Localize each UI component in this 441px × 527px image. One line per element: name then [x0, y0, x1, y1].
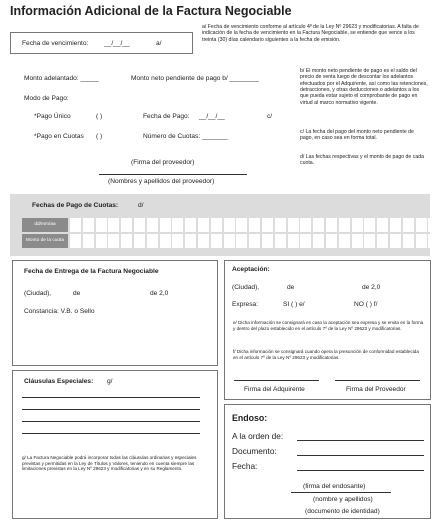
clausulas-box — [12, 370, 218, 519]
endoso-documento-label: Documento: — [232, 446, 277, 456]
cuota-fecha-cell[interactable] — [352, 218, 363, 232]
firma-adquirente-line[interactable] — [234, 380, 319, 381]
endoso-firma-line[interactable] — [291, 492, 391, 493]
cuota-monto-cell[interactable] — [236, 234, 247, 248]
cuota-monto-cell[interactable] — [211, 234, 222, 248]
clausulas-marker: g/ — [107, 378, 113, 385]
endoso-nombre-label: (nombre y apellidos) — [313, 496, 373, 503]
expresa-label: Expresa: — [232, 301, 259, 308]
clausulas-line[interactable] — [22, 409, 200, 410]
cuota-fecha-cell[interactable] — [249, 218, 260, 232]
monto-neto-field[interactable]: Monto neto pendiente de pago b/ ________ — [131, 75, 259, 82]
cuota-monto-cell[interactable] — [428, 234, 439, 248]
cuota-fecha-cell[interactable] — [160, 218, 171, 232]
cuota-monto-cell[interactable] — [364, 234, 375, 248]
cuota-fecha-cell[interactable] — [211, 218, 222, 232]
clausulas-line[interactable] — [22, 421, 200, 422]
aceptacion-de-1: de — [287, 284, 295, 291]
cuotas-row-monto-label: Monto de la cuota — [22, 234, 68, 248]
numero-cuotas-field[interactable]: Número de Cuotas: _______ — [143, 133, 228, 140]
cuotas-marker: d/ — [138, 202, 144, 209]
cuota-monto-cell[interactable] — [96, 234, 107, 248]
vencimiento-label: Fecha de vencimiento: — [22, 40, 89, 47]
expresa-si-option[interactable]: SI ( ) e/ — [283, 301, 305, 308]
firma-proveedor-label: (Firma del proveedor) — [131, 159, 195, 166]
firma-proveedor-acept-label: Firma del Proveedor — [346, 386, 406, 393]
cuota-monto-cell[interactable] — [108, 234, 119, 248]
cuota-fecha-cell[interactable] — [339, 218, 350, 232]
cuota-fecha-cell[interactable] — [96, 218, 107, 232]
cuota-monto-cell[interactable] — [147, 234, 158, 248]
endoso-orden-line[interactable] — [297, 440, 424, 441]
cuota-monto-cell[interactable] — [121, 234, 132, 248]
endoso-firma-label: (firma del endosante) — [303, 483, 366, 490]
clausulas-line[interactable] — [22, 433, 200, 434]
pago-cuotas-label: *Pago en Cuotas — [34, 133, 84, 140]
page-title: Información Adicional de la Factura Negociable — [10, 4, 292, 18]
cuota-fecha-cell[interactable] — [416, 218, 427, 232]
monto-adelantado-field[interactable]: Monto adelantado: _____ — [24, 75, 99, 82]
firma-proveedor-line[interactable] — [99, 174, 247, 175]
expresa-no-option[interactable]: NO ( ) f/ — [354, 301, 378, 308]
cuota-fecha-cell[interactable] — [172, 218, 183, 232]
firma-adquirente-label: Firma del Adquirente — [244, 386, 305, 393]
cuotas-title: Fechas de Pago de Cuotas: — [32, 202, 119, 209]
cuota-fecha-cell[interactable] — [364, 218, 375, 232]
note-d: d/ Las fechas respectivas y el monto de pago de cada cuota. — [300, 154, 425, 167]
vencimiento-date-field[interactable]: __/__/__ — [104, 40, 130, 47]
entrega-de-1: de — [73, 290, 81, 297]
endoso-fecha-label: Fecha: — [232, 461, 258, 471]
endoso-title: Endoso: — [232, 413, 268, 423]
cuota-monto-cell[interactable] — [172, 234, 183, 248]
fecha-pago-label: Fecha de Pago: — [143, 113, 190, 120]
aceptacion-de-2: de 2,0 — [362, 284, 381, 291]
cuota-monto-cell[interactable] — [249, 234, 260, 248]
cuota-fecha-cell[interactable] — [70, 218, 81, 232]
entrega-ciudad[interactable]: (Ciudad), — [24, 290, 52, 297]
cuota-monto-cell[interactable] — [185, 234, 196, 248]
endoso-doc-id-label: (documento de identidad) — [305, 508, 380, 515]
aceptacion-ciudad[interactable]: (Ciudad), — [232, 284, 260, 291]
cuota-fecha-cell[interactable] — [377, 218, 388, 232]
note-a: a/ Fecha de vencimiento conforme al artículo 4º de la Ley Nº 29623 y modificatorias. A falta de indicación de la fecha de vencimiento en la Factura Negociable, se entiende que vence a los treinta (30) días calendario siguientes a la fecha de emisión. — [202, 24, 419, 43]
cuota-fecha-cell[interactable] — [185, 218, 196, 232]
cuota-fecha-cell[interactable] — [198, 218, 209, 232]
cuota-fecha-cell[interactable] — [236, 218, 247, 232]
cuota-fecha-cell[interactable] — [390, 218, 401, 232]
fecha-pago-marker: c/ — [267, 113, 273, 120]
entrega-constancia[interactable]: Constancia: V.B. o Sello — [24, 308, 95, 315]
entrega-de-2: de 2,0 — [150, 290, 169, 297]
cuota-fecha-cell[interactable] — [288, 218, 299, 232]
fecha-pago-field[interactable]: __/__/__ — [199, 113, 225, 120]
cuota-fecha-cell[interactable] — [313, 218, 324, 232]
endoso-documento-line[interactable] — [297, 455, 424, 456]
cuota-monto-cell[interactable] — [326, 234, 337, 248]
cuota-monto-cell[interactable] — [313, 234, 324, 248]
cuota-fecha-cell[interactable] — [224, 218, 235, 232]
cuota-monto-cell[interactable] — [403, 234, 414, 248]
cuota-fecha-cell[interactable] — [275, 218, 286, 232]
cuota-monto-cell[interactable] — [262, 234, 273, 248]
note-b: b/ El monto neto pendiente de pago es el saldo del precio de venta luego de descontar los adelantos efectuados por el Adquirente, así como las retenciones, detracciones, y otras deducciones o adelantos a los que pueda estar sujeto el comprobante de pago en virtud al marco normativo vigente. — [300, 68, 428, 106]
cuota-fecha-cell[interactable] — [428, 218, 439, 232]
cuota-fecha-cell[interactable] — [300, 218, 311, 232]
cuota-monto-cell[interactable] — [83, 234, 94, 248]
note-g: g/ La Factura Negociable podrá incorporar todas las cláusulas ordinarias y especiales previstas y permitidas en la Ley de Títulos y Valores, teniendo en cuenta siempre las limitaciones previstas en la Ley Nº 29623 y modificatorias y en su Reglamento. — [22, 455, 197, 472]
cuota-fecha-cell[interactable] — [108, 218, 119, 232]
cuota-monto-cell[interactable] — [377, 234, 388, 248]
endoso-fecha-line[interactable] — [297, 470, 424, 471]
cuota-monto-cell[interactable] — [416, 234, 427, 248]
aceptacion-title: Aceptación: — [232, 266, 270, 273]
cuota-monto-cell[interactable] — [198, 234, 209, 248]
firma-proveedor-acept-line[interactable] — [335, 380, 420, 381]
cuota-monto-cell[interactable] — [300, 234, 311, 248]
clausulas-line[interactable] — [22, 397, 200, 398]
note-c: c/ La fecha del pago del monto neto pendiente de pago, en caso sea en forma total. — [300, 129, 414, 142]
entrega-title: Fecha de Entrega de la Factura Negociable — [24, 268, 159, 275]
cuota-fecha-cell[interactable] — [83, 218, 94, 232]
cuota-monto-cell[interactable] — [160, 234, 171, 248]
cuota-monto-cell[interactable] — [224, 234, 235, 248]
cuota-monto-cell[interactable] — [288, 234, 299, 248]
cuota-monto-cell[interactable] — [352, 234, 363, 248]
cuota-fecha-cell[interactable] — [147, 218, 158, 232]
vencimiento-marker: a/ — [156, 40, 162, 47]
cuota-monto-cell[interactable] — [339, 234, 350, 248]
note-e: e/ Dicha información se consignará en caso la aceptación sea expresa y se emita en la forma y dentro del plazo establecido en el artículo 7º de la Ley Nº 29623 y modificatorias. — [233, 320, 424, 331]
modo-pago-label: Modo de Pago: — [24, 95, 69, 102]
endoso-orden-label: A la orden de: — [232, 431, 284, 441]
cuota-fecha-cell[interactable] — [326, 218, 337, 232]
cuota-monto-cell[interactable] — [134, 234, 145, 248]
cuota-monto-cell[interactable] — [70, 234, 81, 248]
cuota-fecha-cell[interactable] — [121, 218, 132, 232]
note-f: f/ Dicha información se consignará cuando opera la presunción de conformidad establecida en el artículo 7º de la Ley Nº 29623 y modificatorias. — [233, 349, 419, 360]
pago-cuotas-option[interactable]: ( ) — [96, 133, 103, 140]
cuota-monto-cell[interactable] — [275, 234, 286, 248]
cuota-fecha-cell[interactable] — [262, 218, 273, 232]
pago-unico-label: *Pago Único — [34, 113, 71, 120]
cuota-monto-cell[interactable] — [390, 234, 401, 248]
cuota-fecha-cell[interactable] — [134, 218, 145, 232]
clausulas-title: Cláusulas Especiales: — [24, 378, 94, 385]
cuota-fecha-cell[interactable] — [403, 218, 414, 232]
cuotas-row-fecha-label: dd/mm/aa — [22, 218, 68, 232]
nombres-proveedor-label: (Nombres y apellidos del proveedor) — [108, 178, 215, 185]
pago-unico-option[interactable]: ( ) — [96, 113, 103, 120]
